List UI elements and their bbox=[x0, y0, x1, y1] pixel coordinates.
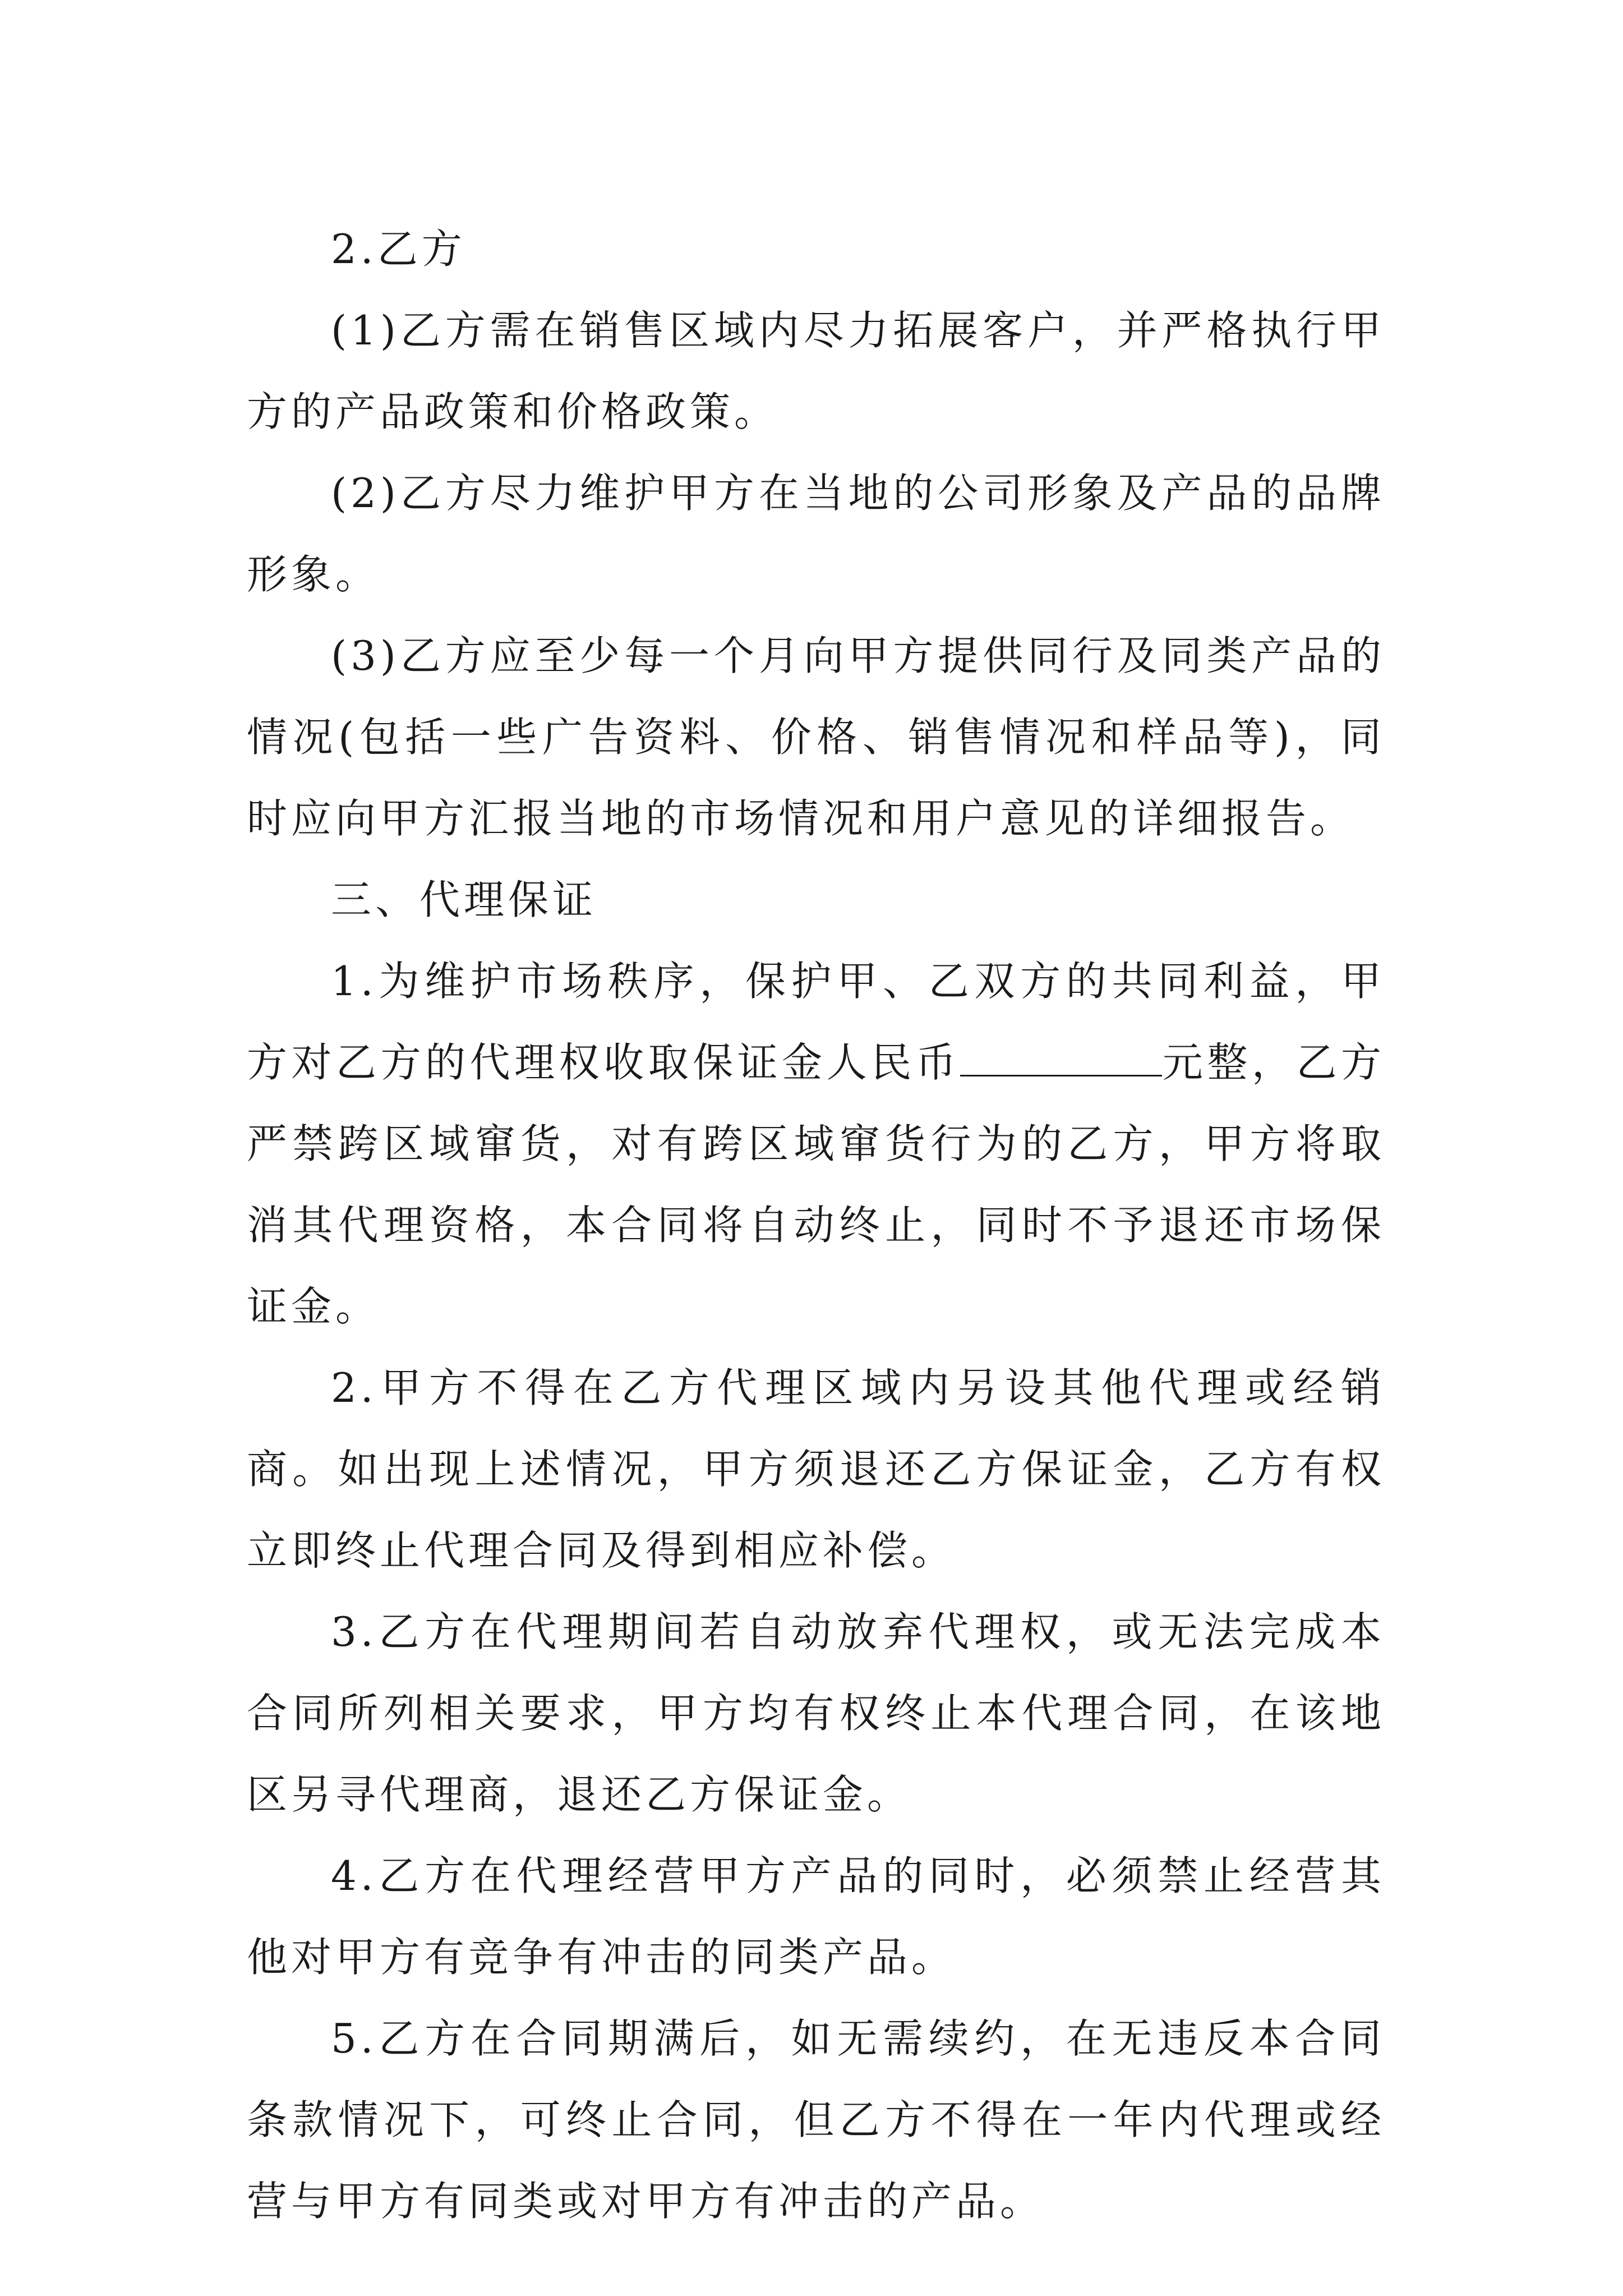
clause-guarantee-4: 4.乙方在代理经营甲方产品的同时，必须禁止经营其他对甲方有竞争有冲击的同类产品。 bbox=[247, 1852, 1385, 1981]
document-body bbox=[247, 209, 1385, 2242]
section-heading-agency-guarantee: 三、代理保证 bbox=[331, 876, 597, 923]
clause-guarantee-3: 3.乙方在代理期间若自动放弃代理权，或无法完成本合同所列相关要求，甲方均有权终止本代理合同，在该地区另寻代理商，退还乙方保证金。 bbox=[247, 1608, 1385, 1818]
clause-guarantee-5: 5.乙方在合同期满后，如无需续约，在无违反本合同条款情况下，可终止合同，但乙方不得在一年内代理或经营与甲方有同类或对甲方有冲击的产品。 bbox=[247, 2015, 1385, 2225]
clause-guarantee-1 bbox=[247, 941, 1385, 1347]
clause-party-b-2: (2)乙方尽力维护甲方在当地的公司形象及产品的品牌形象。 bbox=[247, 470, 1385, 598]
section-heading-party-b: 2.乙方 bbox=[331, 226, 466, 273]
clause-party-b-1: (1)乙方需在销售区域内尽力拓展客户，并严格执行甲方的产品政策和价格政策。 bbox=[247, 307, 1385, 435]
deposit-amount-blank bbox=[960, 1041, 1162, 1076]
clause-guarantee-1-before: 1.为维护市场秩序，保护甲、乙双方的共同利益，甲方对乙方的代理权收取保证金人民币 bbox=[247, 958, 1385, 1086]
clause-guarantee-1-after: 元整，乙方严禁跨区域窜货，对有跨区域窜货行为的乙方，甲方将取消其代理资格，本合同将自动终止，同时不予退还市场保证金。 bbox=[247, 1039, 1385, 1330]
clause-guarantee-2: 2.甲方不得在乙方代理区域内另设其他代理或经销商。如出现上述情况，甲方须退还乙方保证金，乙方有权立即终止代理合同及得到相应补偿。 bbox=[247, 1364, 1385, 1574]
clause-party-b-3: (3)乙方应至少每一个月向甲方提供同行及同类产品的情况(包括一些广告资料、价格、销售情况和样品等)，同时应向甲方汇报当地的市场情况和用户意见的详细报告。 bbox=[247, 632, 1385, 842]
